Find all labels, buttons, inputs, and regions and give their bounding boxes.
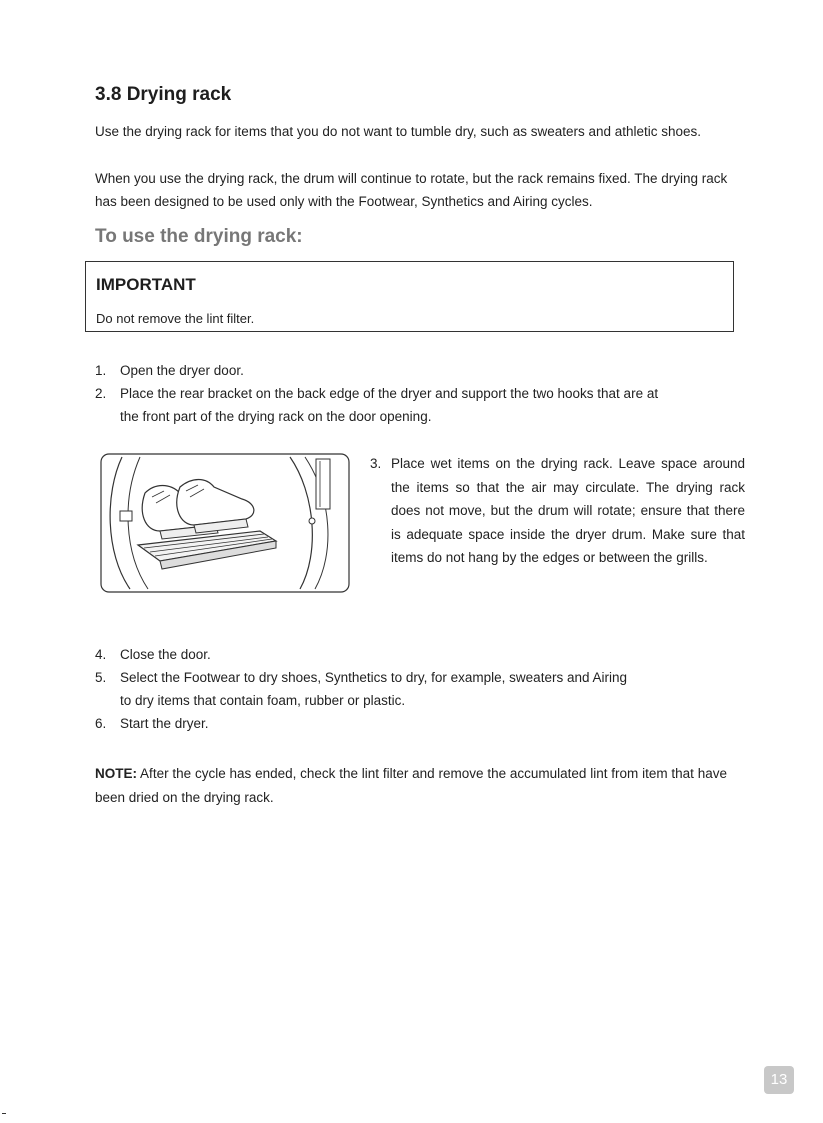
step-2 bbox=[95, 382, 735, 428]
step-5 bbox=[95, 666, 735, 712]
page-edge-mark bbox=[2, 1113, 6, 1114]
step-text: Place wet items on the drying rack. Leave space around the items so that the air may circulate. The drying rack does not move, but the drum will rotate; ensure that there is adequate space inside the dryer drum. Make sure that items do not hang by the edges or between the grills. bbox=[391, 456, 745, 565]
step-number: 3. bbox=[370, 456, 382, 471]
section-title: 3.8 Drying rack bbox=[95, 84, 232, 105]
step-text-line-1: Place the rear bracket on the back edge of the dryer and support the two hooks that are at bbox=[120, 386, 659, 401]
intro-paragraph-1: Use the drying rack for items that you do not want to tumble dry, such as sweaters and athletic shoes. bbox=[95, 124, 702, 139]
drying-rack-illustration-icon bbox=[100, 453, 350, 593]
note-label: NOTE: bbox=[95, 766, 137, 781]
note-text: After the cycle has ended, check the lint filter and remove the accumulated lint from item that have been dried on the drying rack. bbox=[95, 766, 727, 805]
step-number: 1. bbox=[95, 363, 107, 378]
important-box bbox=[85, 261, 734, 332]
step-text-line-2: to dry items that contain foam, rubber or plastic. bbox=[120, 693, 406, 708]
page-number: 13 bbox=[764, 1066, 794, 1094]
step-text-line-1: Select the Footwear to dry shoes, Synthetics to dry, for example, sweaters and Airing bbox=[120, 670, 627, 685]
step-number: 4. bbox=[95, 647, 107, 662]
step-number: 2. bbox=[95, 386, 107, 401]
step-number: 5. bbox=[95, 670, 107, 685]
intro-paragraph-2: When you use the drying rack, the drum will continue to rotate, but the rack remains fixed. The drying rack has been designed to be used only with the Footwear, Synthetics and Airing cycles. bbox=[95, 171, 728, 209]
subsection-title: To use the drying rack: bbox=[95, 226, 303, 247]
step-text: Open the dryer door. bbox=[120, 363, 244, 378]
step-text: Close the door. bbox=[120, 647, 211, 662]
step-number: 6. bbox=[95, 716, 107, 731]
note-paragraph bbox=[95, 762, 727, 810]
step-text: Start the dryer. bbox=[120, 716, 209, 731]
important-title: IMPORTANT bbox=[96, 275, 196, 294]
step-text-line-2: the front part of the drying rack on the door opening. bbox=[120, 409, 432, 424]
important-text: Do not remove the lint filter. bbox=[96, 311, 255, 326]
